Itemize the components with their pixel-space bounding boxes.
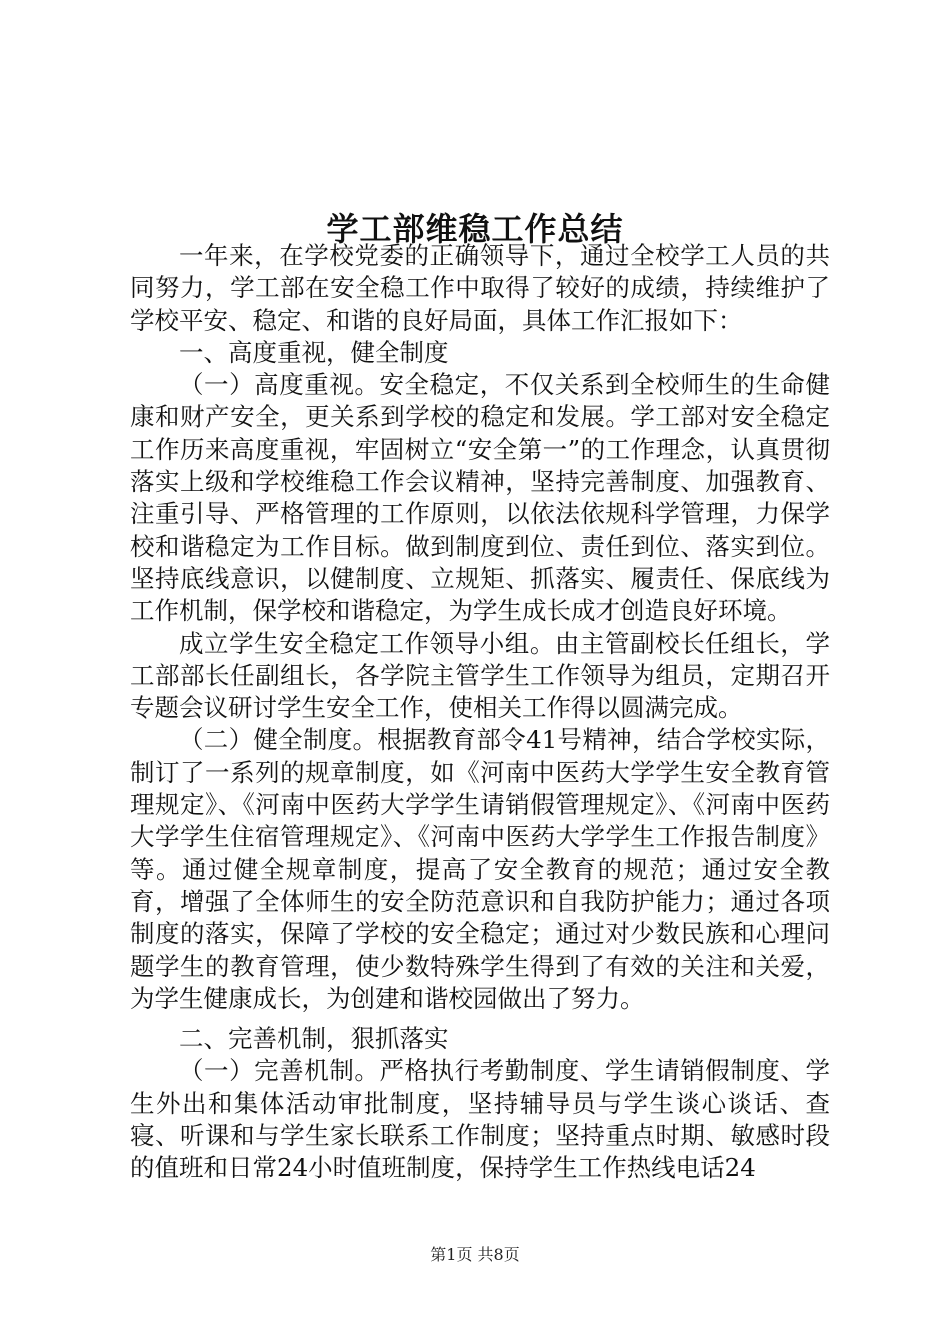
page-footer: 第1页 共8页: [430, 1245, 520, 1264]
paragraph-improve-mechanism: （一）完善机制。严格执行考勤制度、学生请销假制度、学生外出和集体活动审批制度，坚持辅导员与学生谈心谈话、查寝、听课和与学生家长联系工作制度；坚持重点时期、敏感时段的值班和日常24小时值班制度，保持学生工作热线电话24: [130, 1056, 830, 1183]
document-body: [130, 240, 830, 1185]
document-title: 学工部维稳工作总结: [326, 210, 624, 249]
paragraph-leadership-group: 成立学生安全稳定工作领导小组。由主管副校长任组长，学工部部长任副组长，各学院主管学生工作领导为组员，定期召开专题会议研讨学生安全工作，使相关工作得以圆满完成。: [130, 628, 830, 723]
section-heading-2: 二、完善机制，狠抓落实: [179, 1024, 449, 1054]
paragraph-improve-system: （二）健全制度。根据教育部令41号精神，结合学校实际，制订了一系列的规章制度，如《河南中医药大学学生安全教育管理规定》、《河南中医药大学学生请销假管理规定》、《河南中医药大学学生住宿管理规定》、《河南中医药大学学生工作报告制度》等。通过健全规章制度，提高了安全教育的规范；通过安全教育，增强了全体师生的安全防范意识和自我防护能力；通过各项制度的落实，保障了学校的安全稳定；通过对少数民族和心理问题学生的教育管理，使少数特殊学生得到了有效的关注和关爱，为学生健康成长，为创建和谐校园做出了努力。: [130, 725, 830, 1013]
paragraph-high-priority: （一）高度重视。安全稳定，不仅关系到全校师生的生命健康和财产安全，更关系到学校的稳定和发展。学工部对安全稳定工作历来高度重视，牢固树立“安全第一”的工作理念，认真贯彻落实上级和学校维稳工作会议精神，坚持完善制度、加强教育、注重引导、严格管理的工作原则，以依法依规科学管理，力保学校和谐稳定为工作目标。做到制度到位、责任到位、落实到位。坚持底线意识，以健制度、立规矩、抓落实、履责任、保底线为工作机制，保学校和谐稳定，为学生成长成才创造良好环境。: [130, 370, 830, 626]
section-heading-1: 一、高度重视，健全制度: [179, 337, 449, 367]
intro-paragraph: 一年来，在学校党委的正确领导下，通过全校学工人员的共同努力，学工部在安全稳工作中取得了较好的成绩，持续维护了学校平安、稳定、和谐的良好局面，具体工作汇报如下：: [130, 241, 830, 335]
